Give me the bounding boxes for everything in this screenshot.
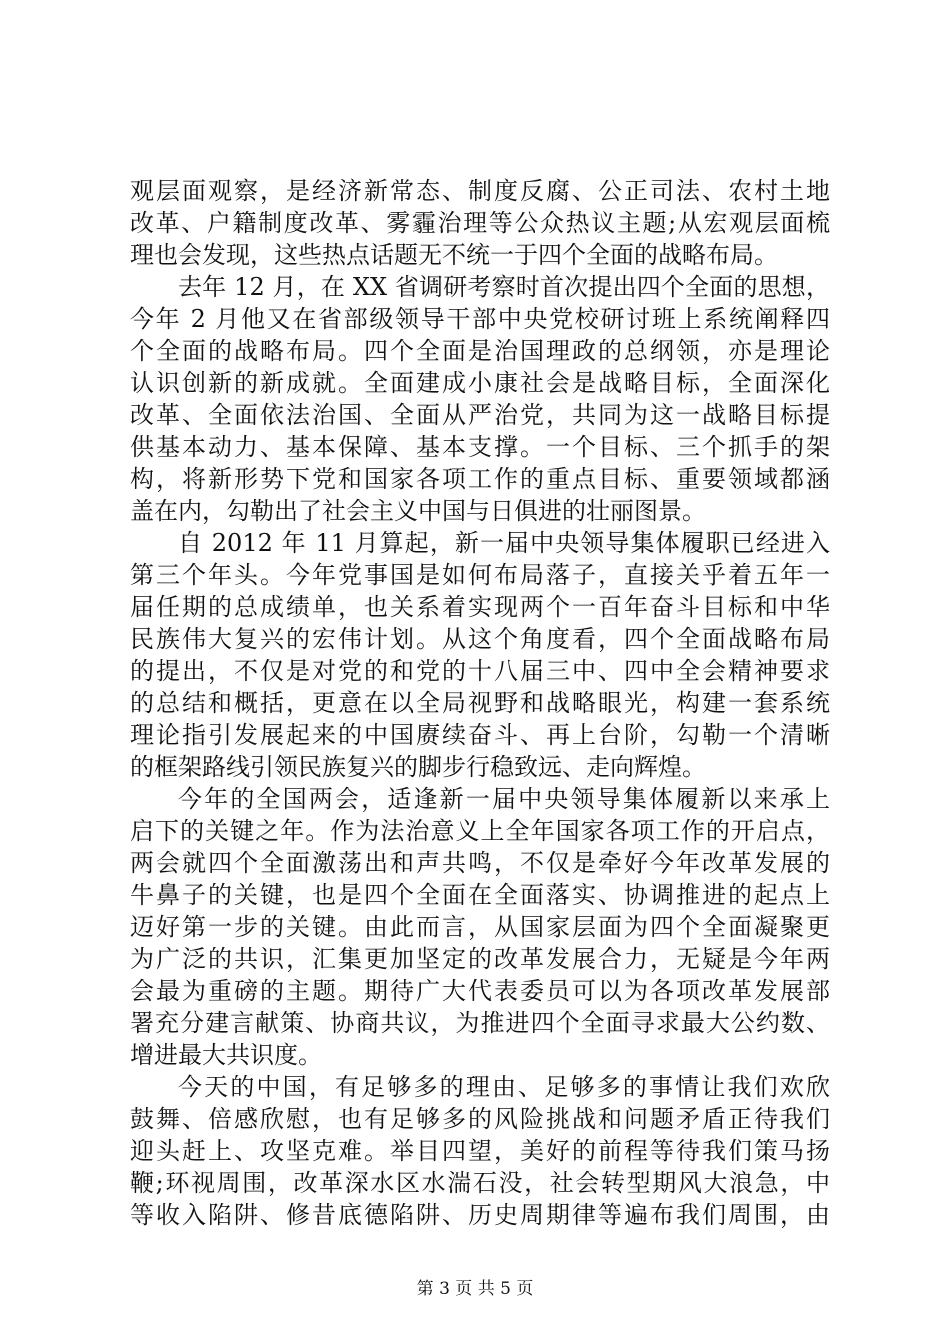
- text-line: 第三个年头。今年党事国是如何布局落子，直接关乎着五年一: [130, 561, 830, 589]
- text-line: 改革、户籍制度改革、雾霾治理等公众热议主题;从宏观层面梳: [130, 209, 830, 237]
- text-line: 两会就四个全面激荡出和声共鸣，不仅是牵好今年改革发展的: [130, 849, 830, 877]
- text-line: 的提出，不仅是对党的和党的十八届三中、四中全会精神要求: [130, 657, 830, 685]
- paragraph-first-line: 今天的中国，有足够多的理由、足够多的事情让我们欢欣: [178, 1073, 830, 1101]
- text-line: 署充分建言献策、协商共议，为推进四个全面寻求最大公约数、: [130, 1009, 830, 1037]
- document-body: [130, 175, 830, 1231]
- text-line: 民族伟大复兴的宏伟计划。从这个角度看，四个全面战略布局: [130, 625, 830, 653]
- text-line: 等收入陷阱、修昔底德陷阱、历史周期律等遍布我们周围，由: [130, 1201, 830, 1229]
- text-line: 的框架路线引领民族复兴的脚步行稳致远、走向辉煌。: [130, 753, 706, 781]
- text-line: 牛鼻子的关键，也是四个全面在全面落实、协调推进的起点上: [130, 881, 830, 909]
- text-line: 为广泛的共识，汇集更加坚定的改革发展合力，无疑是今年两: [130, 945, 830, 973]
- text-line: 届任期的总成绩单，也关系着实现两个一百年奋斗目标和中华: [130, 593, 830, 621]
- text-line: 改革、全面依法治国、全面从严治党，共同为这一战略目标提: [130, 401, 830, 429]
- text-line: 个全面的战略布局。四个全面是治国理政的总纲领，亦是理论: [130, 337, 830, 365]
- paragraph-first-line: 今年的全国两会，适逢新一届中央领导集体履新以来承上: [178, 785, 830, 813]
- paragraph-first-line: 去年 12 月，在 XX 省调研考察时首次提出四个全面的思想，: [178, 273, 830, 301]
- text-line: 鼓舞、倍感欣慰，也有足够多的风险挑战和问题矛盾正待我们: [130, 1105, 830, 1133]
- text-line: 迈好第一步的关键。由此而言，从国家层面为四个全面凝聚更: [130, 913, 830, 941]
- text-line: 理论指引发展起来的中国赓续奋斗、再上台阶，勾勒一个清晰: [130, 721, 830, 749]
- text-line: 迎头赶上、攻坚克难。举目四望，美好的前程等待我们策马扬: [130, 1137, 830, 1165]
- paragraph-first-line: 自 2012 年 11 月算起，新一届中央领导集体履职已经进入: [178, 529, 830, 557]
- text-line: 观层面观察，是经济新常态、制度反腐、公正司法、农村土地: [130, 177, 830, 205]
- text-line: 的总结和概括，更意在以全局视野和战略眼光，构建一套系统: [130, 689, 830, 717]
- text-line: 盖在内，勾勒出了社会主义中国与日俱进的壮丽图景。: [130, 497, 706, 525]
- text-line: 增进最大共识度。: [130, 1041, 322, 1069]
- text-line: 认识创新的新成就。全面建成小康社会是战略目标，全面深化: [130, 369, 830, 397]
- text-line: 会最为重磅的主题。期待广大代表委员可以为各项改革发展部: [130, 977, 830, 1005]
- page-number-footer: 第 3 页 共 5 页: [416, 1279, 534, 1299]
- text-line: 鞭;环视周围，改革深水区水湍石没，社会转型期风大浪急，中: [130, 1169, 830, 1197]
- text-line: 构，将新形势下党和国家各项工作的重点目标、重要领域都涵: [130, 465, 830, 493]
- text-line: 启下的关键之年。作为法治意义上全年国家各项工作的开启点，: [130, 817, 830, 845]
- text-line: 理也会发现，这些热点话题无不统一于四个全面的战略布局。: [130, 241, 778, 269]
- text-line: 供基本动力、基本保障、基本支撑。一个目标、三个抓手的架: [130, 433, 830, 461]
- text-line: 今年 2 月他又在省部级领导干部中央党校研讨班上系统阐释四: [130, 305, 830, 333]
